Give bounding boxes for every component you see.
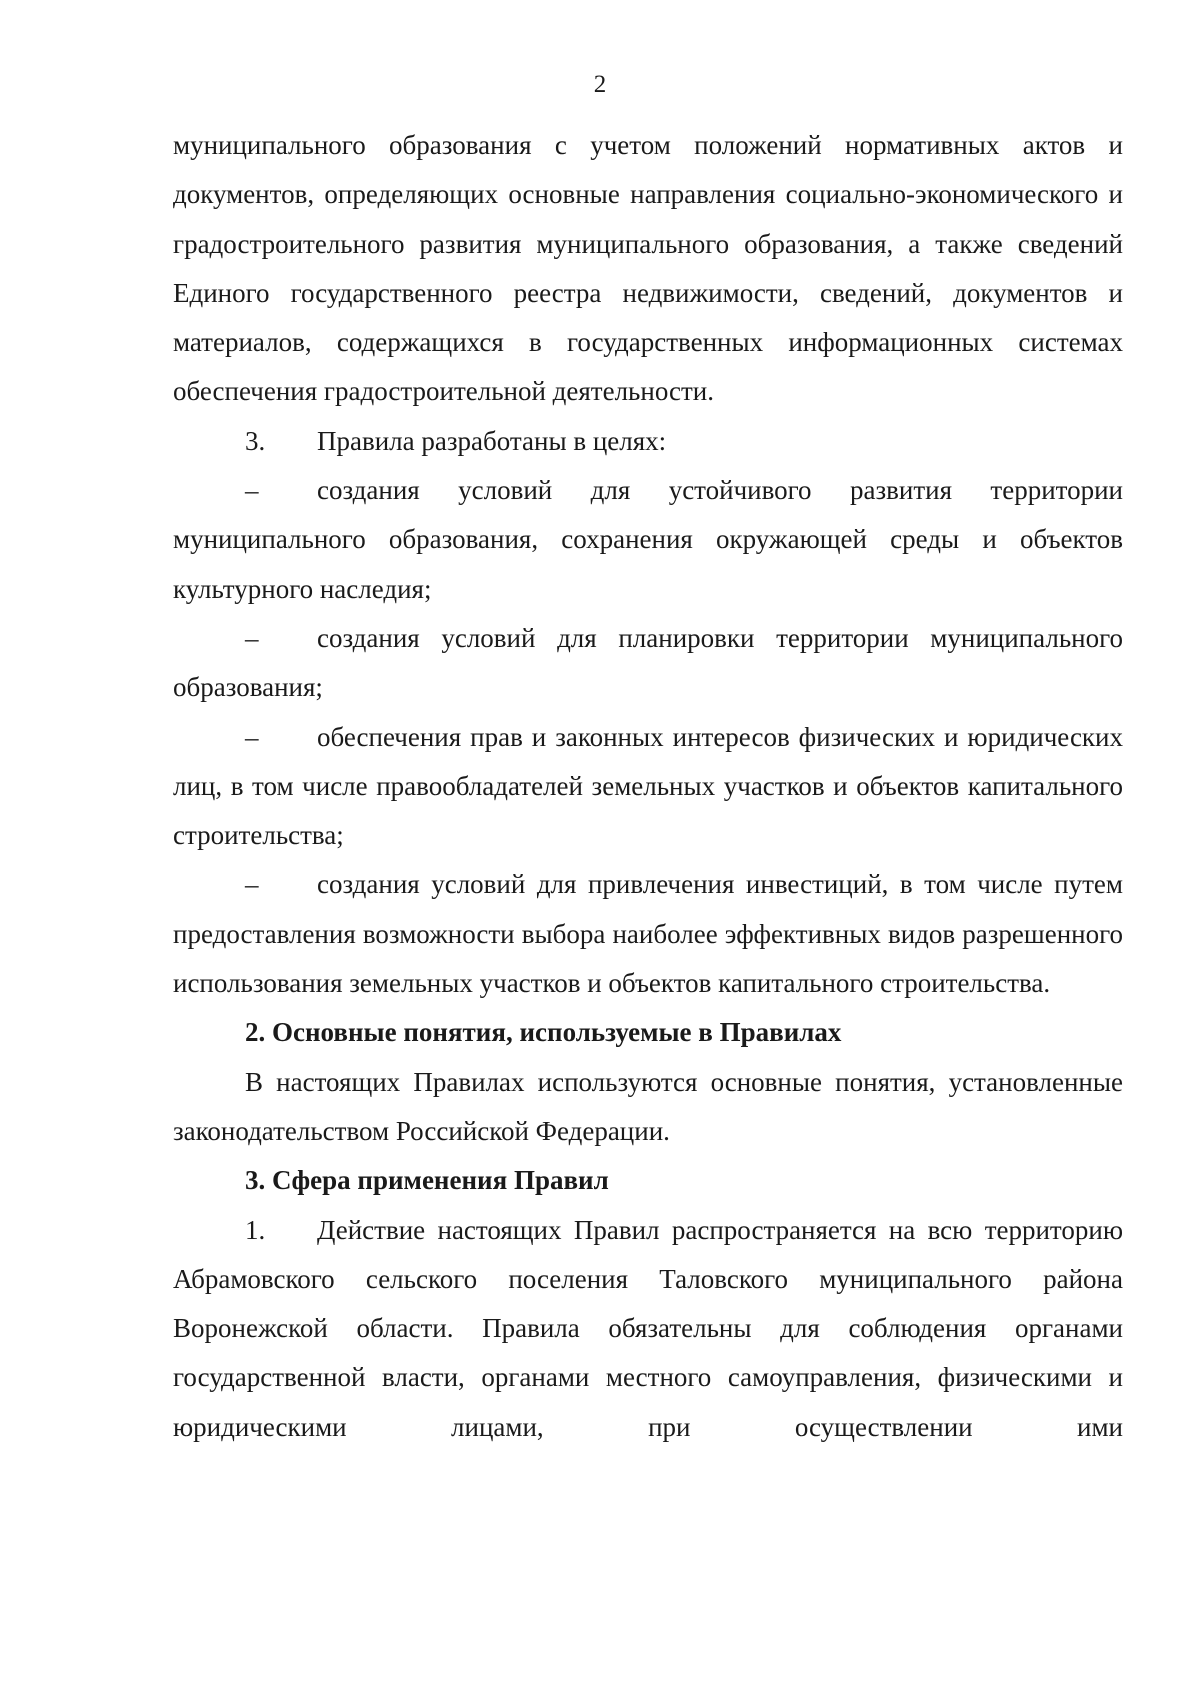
list-item-text: Правила разработаны в целях: [317, 425, 667, 456]
section-2-paragraph: В настоящих Правилах используются основные понятия, установленные законодательством Российской Федерации. [173, 1066, 1123, 1146]
list-number: 3. [245, 425, 266, 456]
bullet-item [173, 614, 1123, 713]
list-item-1 [173, 1206, 1123, 1452]
section-heading-3: 3. Сфера применения Правил [245, 1165, 609, 1196]
dash-marker: – [245, 721, 259, 752]
dash-marker: – [245, 475, 259, 506]
bullet-item [173, 713, 1123, 861]
list-number: 1. [245, 1214, 266, 1245]
list-item-text: Действие настоящих Правил распространяется на всю территорию Абрамовского сельского поселения Таловского муниципального района Воронежской области. Правила обязательны для соблюдения органами государственной власти, органами местного самоуправления, физическими и юридическими лицами, при осуществлении ими [173, 1214, 1123, 1442]
bullet-text: создания условий для планировки территории муниципального образования; [173, 622, 1123, 703]
page-number: 2 [593, 71, 607, 98]
dash-marker: – [245, 869, 259, 900]
section-heading-2: 2. Основные понятия, используемые в Правилах [245, 1017, 842, 1048]
bullet-text: обеспечения прав и законных интересов физических и юридических лиц, в том числе правообладателей земельных участков и объектов капитального строительства; [173, 721, 1123, 851]
list-item-3 [173, 417, 1123, 466]
dash-marker: – [245, 622, 259, 653]
bullet-text: создания условий для устойчивого развития территории муниципального образования, сохранения окружающей среды и объектов культурного наследия; [173, 475, 1123, 604]
bullet-item [173, 860, 1123, 1008]
document-body [173, 121, 1123, 1452]
bullet-item [173, 466, 1123, 614]
paragraph-continuation: муниципального образования с учетом положений нормативных актов и документов, определяющих основные направления социально-экономического и градостроительного развития муниципального образования, а также сведений Единого государственного реестра недвижимости, сведений, документов и материалов, содержащихся в государственных информационных системах обеспечения градостроительной деятельности. [173, 130, 1123, 407]
bullet-text: создания условий для привлечения инвестиций, в том числе путем предоставления возможности выбора наиболее эффективных видов разрешенного использования земельных участков и объектов капитального строительства. [173, 869, 1123, 999]
